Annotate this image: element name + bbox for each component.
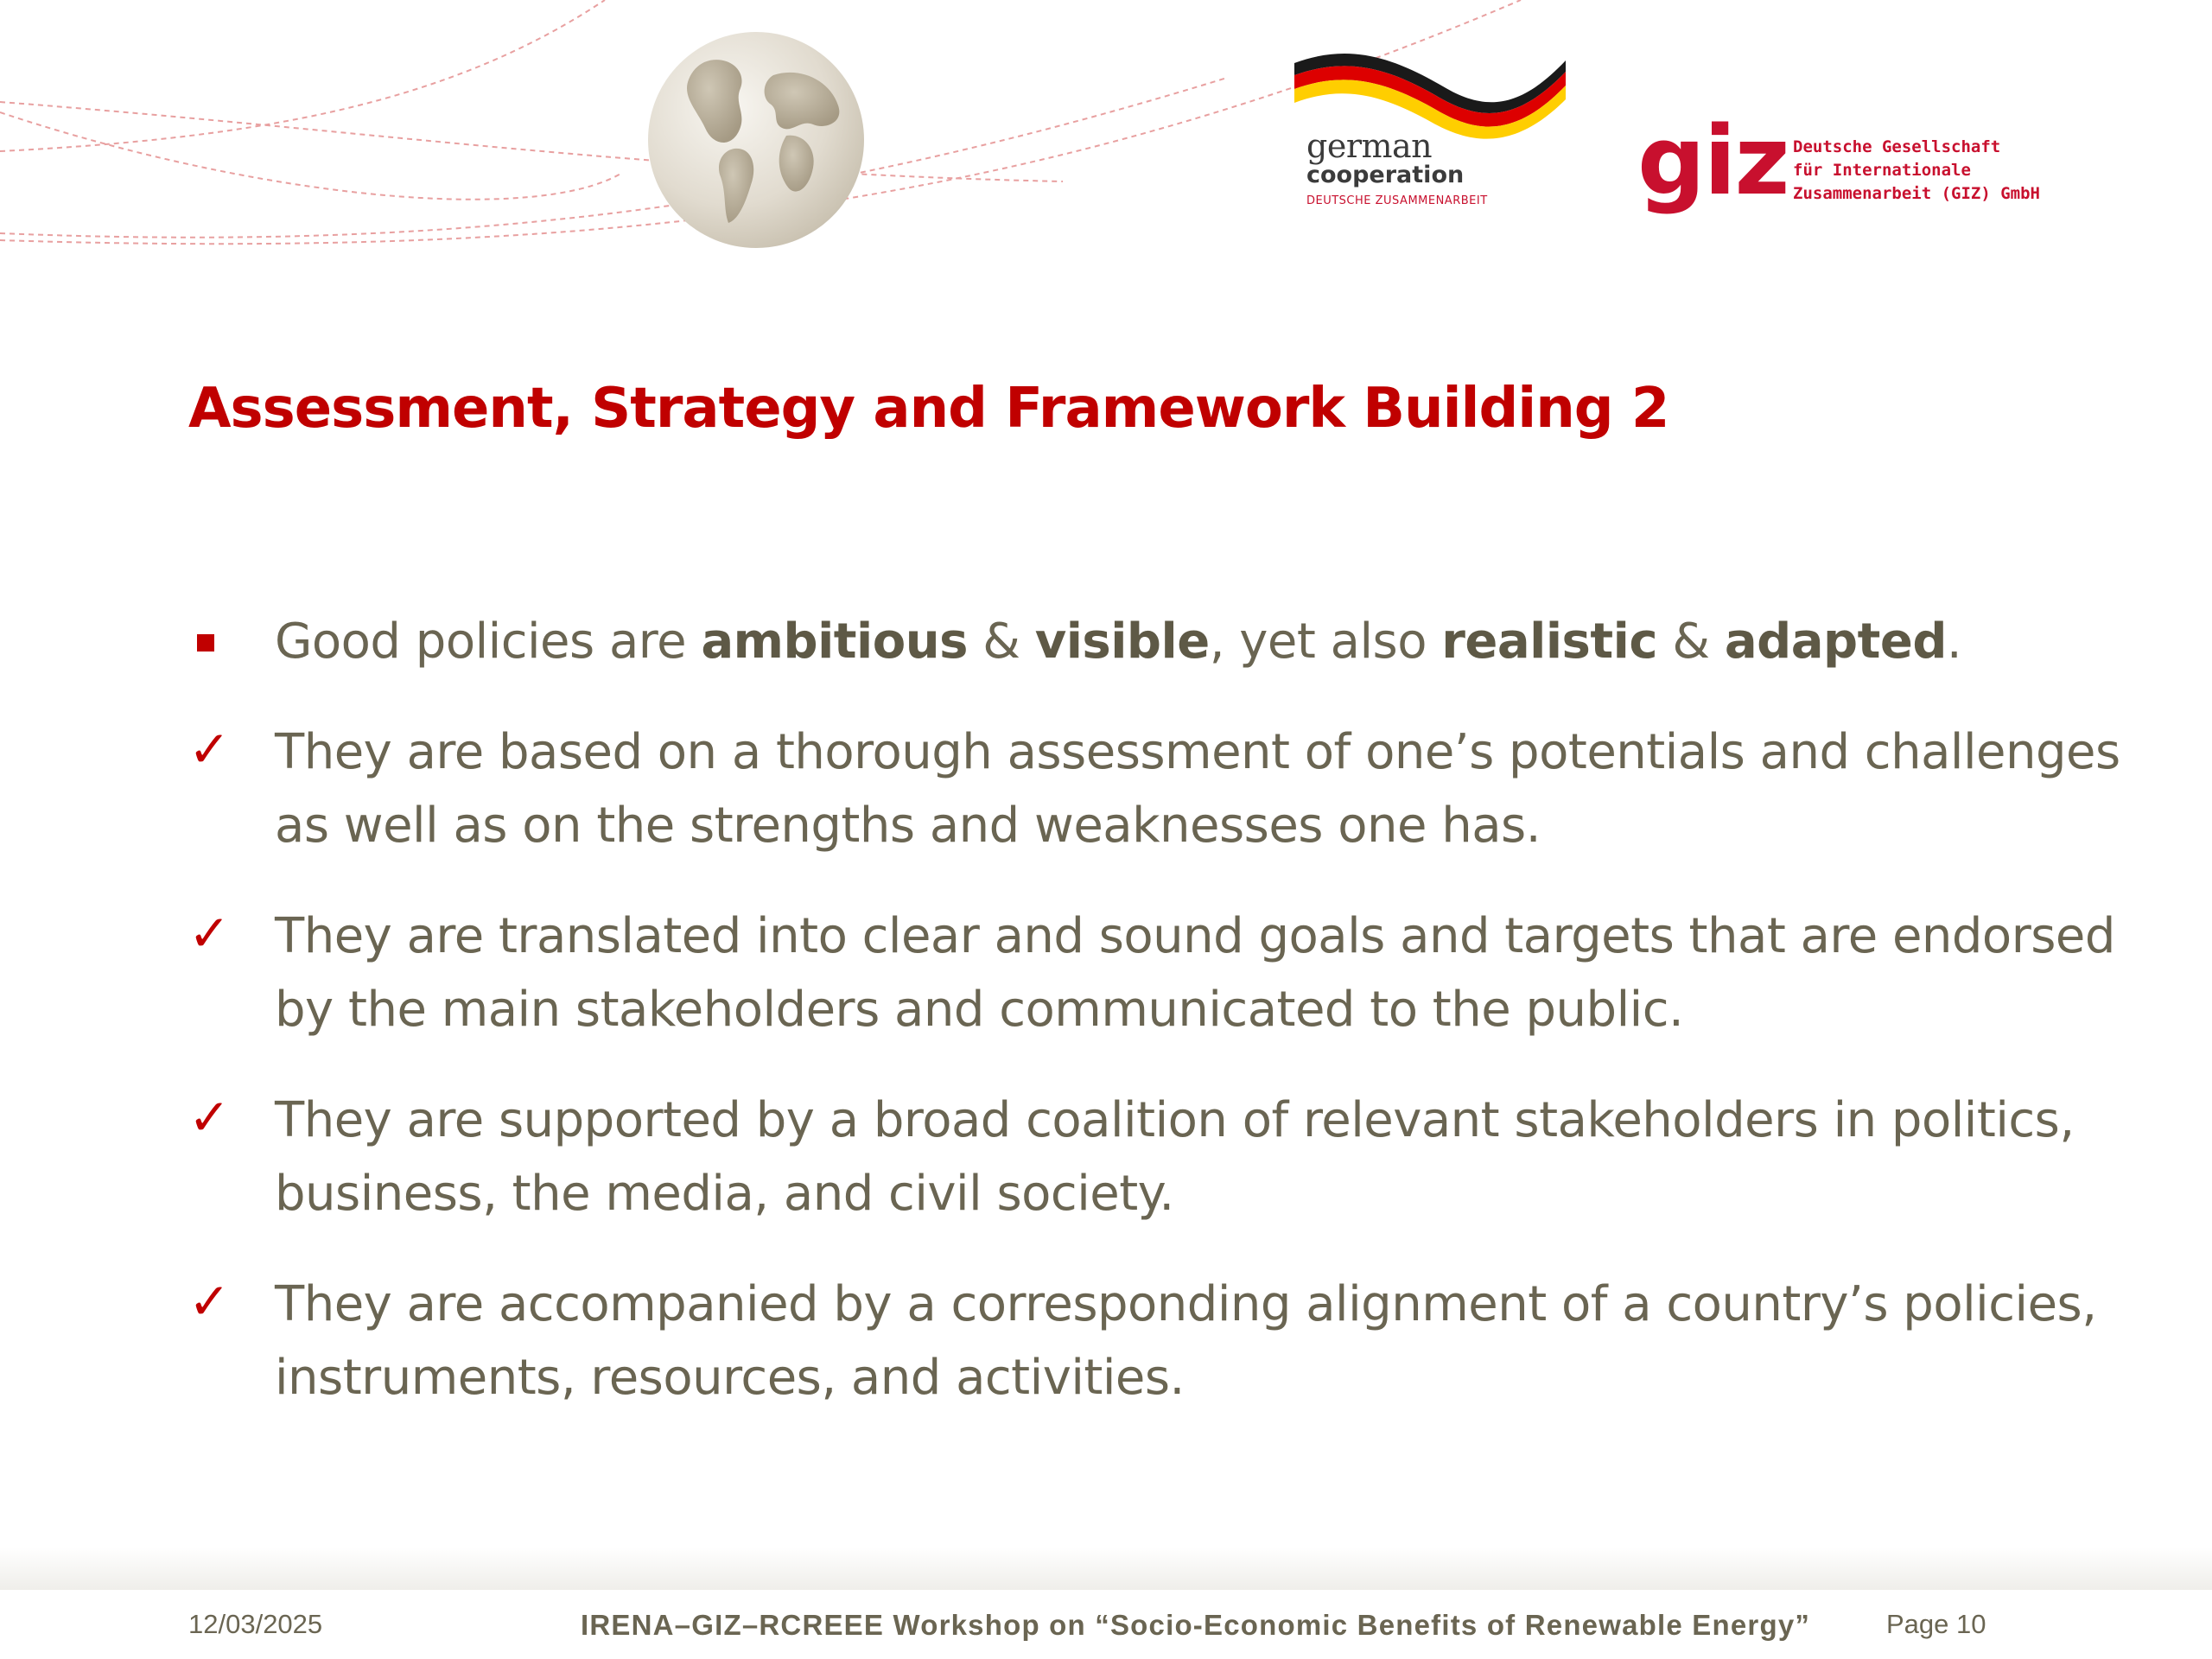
bullet-square-icon (197, 634, 214, 652)
globe-icon (644, 28, 868, 252)
checkmark-icon: ✓ (188, 1088, 231, 1147)
bullet-list (188, 605, 2124, 1414)
giz-name-line3: Zusammenarbeit (GIZ) GmbH (1793, 184, 2040, 203)
segment: Good policies are (275, 613, 702, 670)
segment: & (1657, 613, 1725, 670)
segment-bold: visible (1034, 613, 1210, 670)
bullet-item-1 (188, 605, 2124, 678)
footer-title: IRENA–GIZ–RCREEE Workshop on “Socio-Economic Benefits of Renewable Energy” (581, 1609, 1811, 1641)
giz-wordmark: giz (1637, 105, 1789, 216)
giz-name-line2: für Internationale (1793, 161, 1971, 180)
german-cooperation-logo (1287, 48, 1573, 220)
german-cooperation-line2: cooperation (1306, 162, 1465, 188)
segment: & (967, 613, 1035, 670)
bullet-item-2 (188, 715, 2124, 862)
bullet-item-5 (188, 1268, 2124, 1414)
bullet-item-4 (188, 1084, 2124, 1230)
checkmark-icon: ✓ (188, 1272, 231, 1331)
page-number: Page 10 (1886, 1609, 1986, 1639)
bullet-text-2: They are based on a thorough assessment of one’s potentials and challenges as well as on the strengths and weaknesses one has. (275, 724, 2120, 854)
segment-bold: ambitious (701, 613, 968, 670)
footer-divider (0, 1547, 2212, 1590)
slide-title: Assessment, Strategy and Framework Building 2 (188, 377, 1669, 441)
segment: . (1946, 613, 1962, 670)
segment: , yet also (1209, 613, 1442, 670)
checkmark-icon: ✓ (188, 720, 231, 779)
segment-bold: realistic (1441, 613, 1658, 670)
german-cooperation-line3: DEUTSCHE ZUSAMMENARBEIT (1306, 194, 1488, 207)
german-cooperation-line1: german (1306, 127, 1433, 165)
segment-bold: adapted (1724, 613, 1947, 670)
footer-date: 12/03/2025 (188, 1609, 323, 1639)
giz-name-line1: Deutsche Gesellschaft (1793, 137, 2001, 156)
giz-full-name (1793, 136, 2040, 206)
checkmark-icon: ✓ (188, 904, 231, 963)
bullet-item-3 (188, 899, 2124, 1046)
bullet-text-3: They are translated into clear and sound goals and targets that are endorsed by the main stakeholders and communicated to the public. (275, 908, 2115, 1038)
bullet-text-1 (275, 613, 1961, 670)
bullet-text-5: They are accompanied by a corresponding alignment of a country’s policies, instruments, resources, and activities. (275, 1276, 2097, 1406)
bullet-text-4: They are supported by a broad coalition of relevant stakeholders in politics, business, the media, and civil society. (275, 1092, 2075, 1222)
giz-logo (1637, 105, 2087, 229)
footer (0, 1590, 2212, 1659)
